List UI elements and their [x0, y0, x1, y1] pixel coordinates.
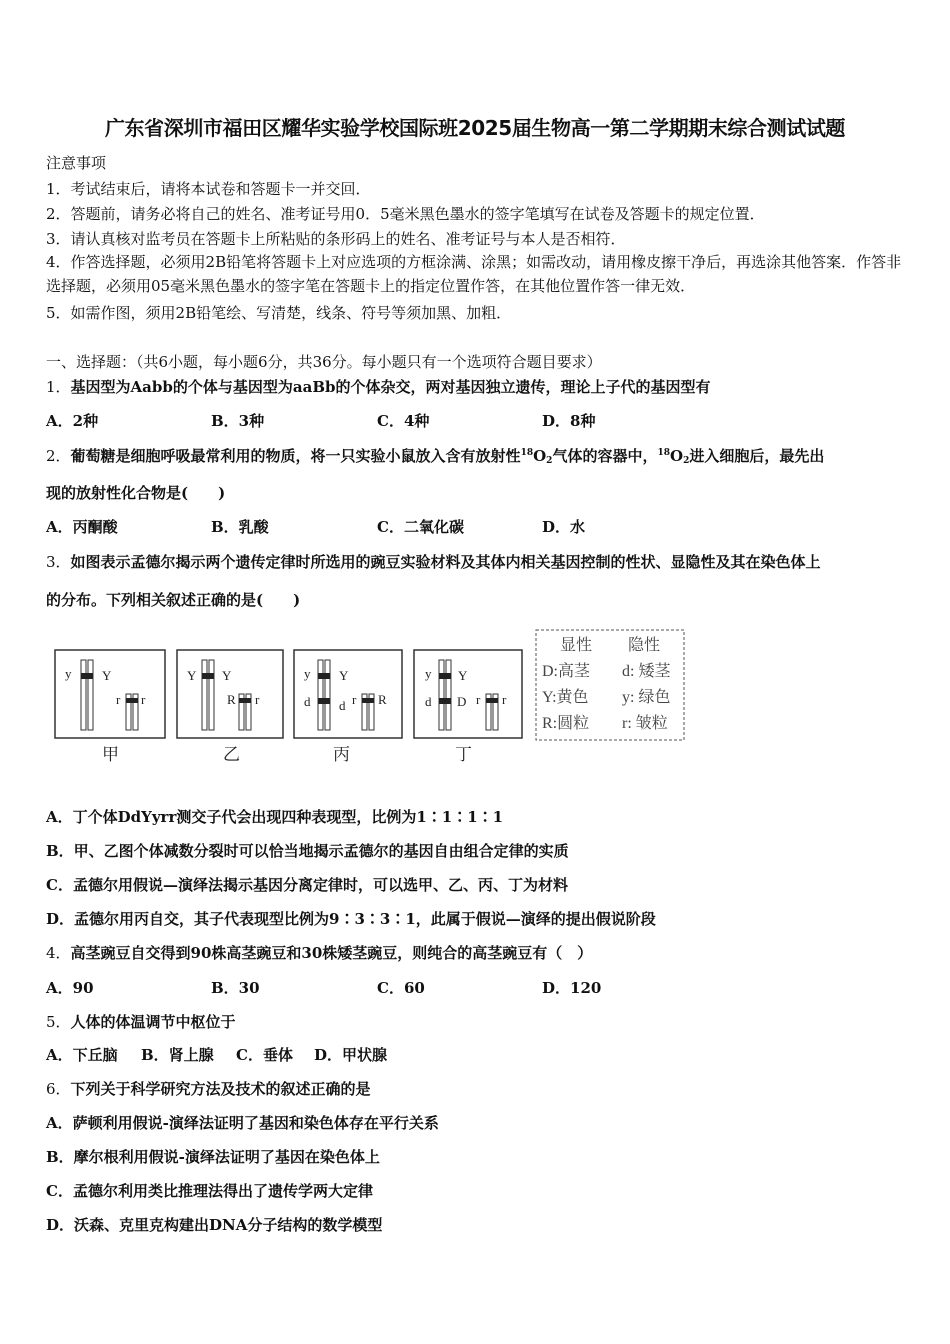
question-5 [46, 1011, 236, 1032]
oxygen-subscript: 2 [546, 456, 553, 466]
trait-legend [536, 630, 684, 740]
q2-option-b[interactable]: B．乳酸 [211, 518, 269, 536]
isotope-superscript: 18 [520, 448, 534, 458]
gene-label: y [425, 666, 432, 681]
legend-recessive: d: 矮茎 [622, 663, 671, 680]
q5-option-b[interactable]: B．肾上腺 [141, 1046, 214, 1064]
q1-option-b[interactable]: B．3种 [211, 412, 265, 430]
oxygen-symbol: O [533, 447, 547, 465]
question-number: 3． [46, 553, 71, 571]
q1-option-d[interactable]: D．8种 [542, 412, 596, 430]
question-3 [46, 551, 821, 572]
q3-option-a[interactable]: A．丁个体DdYyrr测交子代会出现四种表现型，比例为1∶1∶1∶1 [46, 808, 504, 826]
gene-label: r [141, 692, 146, 707]
panel-bing [294, 650, 402, 764]
gene-label: r [352, 692, 357, 707]
question-1 [46, 376, 711, 397]
question-3-line2: 的分布。下列相关叙述正确的是( ) [46, 591, 301, 609]
notice-item-1: 1．考试结束后，请将本试卷和答题卡一并交回． [46, 180, 371, 198]
gene-label: d [304, 694, 311, 709]
question-number: 4． [46, 944, 71, 962]
gene-label: Y [339, 668, 349, 683]
question-text: 下列关于科学研究方法及技术的叙述正确的是 [70, 1080, 371, 1098]
gene-label: R [227, 692, 236, 707]
panel-caption: 丙 [333, 745, 350, 764]
gene-label: Y [102, 668, 112, 683]
notice-heading: 注意事项 [46, 154, 107, 172]
page-title: 广东省深圳市福田区耀华实验学校国际班2025届生物高一第二学期期末综合测试试题 [104, 116, 846, 140]
notice-item-2: 2．答题前，请务必将自己的姓名、准考证号用0．5毫米黑色墨水的签字笔填写在试卷及答题卡的规定位置． [46, 205, 765, 223]
question-number: 1． [46, 378, 71, 396]
gene-label: r [116, 692, 121, 707]
q4-option-b[interactable]: B．30 [211, 979, 260, 997]
q3-option-d[interactable]: D．孟德尔用丙自交，其子代表现型比例为9∶3∶3∶1，此属于假说—演绎的提出假说阶段 [46, 910, 656, 928]
legend-dominant: R:圆粒 [542, 715, 590, 732]
question-number: 2． [46, 447, 71, 465]
legend-header-recessive: 隐性 [628, 637, 661, 654]
gene-label: r [476, 692, 481, 707]
notice-item-4: 4．作答选择题，必须用2B铅笔将答题卡上对应选项的方框涂满、涂黑；如需改动，请用橡皮擦干净后，再选涂其他答案．作答非选择题，必须用05毫米黑色墨水的签字笔在答题卡上的指定位置作答，在其他位置作答一律无效． [46, 253, 902, 295]
question-text: 基因型为Aabb的个体与基因型为aaBb的个体杂交，两对基因独立遗传，理论上子代的基因型有 [70, 378, 711, 396]
isotope-superscript: 18 [657, 448, 670, 458]
q4-option-d[interactable]: D．120 [542, 979, 602, 997]
q5-option-a[interactable]: A．下丘脑 [46, 1046, 118, 1064]
notice-item-3: 3．请认真核对监考员在答题卡上所粘贴的条形码上的姓名、准考证号与本人是否相符． [46, 230, 626, 248]
gene-label: d [425, 694, 432, 709]
gene-label: r [502, 692, 507, 707]
gene-label: Y [458, 668, 468, 683]
question-text: 如图表示孟德尔揭示两个遗传定律时所选用的豌豆实验材料及其体内相关基因控制的性状、显隐性及其在染色体上 [70, 553, 821, 571]
notice-item-5: 5．如需作图，须用2B铅笔绘、写清楚，线条、符号等须加黑、加粗． [46, 304, 512, 322]
gene-label: d [339, 698, 346, 713]
panel-yi [177, 650, 283, 764]
question-number: 5． [46, 1013, 71, 1031]
question-2-line2: 现的放射性化合物是( ) [46, 484, 226, 502]
q6-option-c[interactable]: C．孟德尔利用类比推理法得出了遗传学两大定律 [46, 1182, 373, 1200]
gene-label: y [65, 666, 72, 681]
section-title: 一、选择题：（共6小题，每小题6分，共36分。每小题只有一个选项符合题目要求） [46, 353, 602, 371]
question-number: 6． [46, 1080, 71, 1098]
legend-dominant: Y:黄色 [542, 689, 589, 706]
gene-label: D [457, 694, 467, 709]
gene-label: R [378, 692, 387, 707]
legend-dominant: D:高茎 [542, 663, 591, 680]
q6-option-b[interactable]: B．摩尔根利用假说-演绎法证明了基因在染色体上 [46, 1148, 380, 1166]
legend-recessive: r: 皱粒 [622, 715, 668, 732]
chromosome-figure [50, 626, 690, 768]
gene-label: y [304, 666, 311, 681]
gene-label: Y [187, 668, 197, 683]
oxygen-symbol: O [669, 447, 684, 465]
q5-option-c[interactable]: C．垂体 [236, 1046, 293, 1064]
question-text-part1: 葡萄糖是细胞呼吸最常利用的物质，将一只实验小鼠放入含有放射性 [70, 447, 521, 465]
question-text: 高茎豌豆自交得到90株高茎豌豆和30株矮茎豌豆，则纯合的高茎豌豆有（ ） [70, 944, 593, 962]
gene-label: Y [222, 668, 232, 683]
panel-caption: 丁 [455, 745, 472, 764]
gene-label: r [255, 692, 260, 707]
q2-option-c[interactable]: C．二氧化碳 [377, 518, 464, 536]
panel-ding [414, 650, 522, 764]
legend-recessive: y: 绿色 [622, 689, 671, 706]
question-text-part3: 进入细胞后，最先出 [689, 447, 825, 465]
q2-option-d[interactable]: D．水 [542, 518, 586, 536]
q6-option-d[interactable]: D．沃森、克里克构建出DNA分子结构的数学模型 [46, 1216, 383, 1234]
q5-option-d[interactable]: D．甲状腺 [314, 1046, 388, 1064]
q3-option-c[interactable]: C．孟德尔用假说—演绎法揭示基因分离定律时，可以选甲、乙、丙、丁为材料 [46, 876, 568, 894]
q4-option-c[interactable]: C．60 [377, 979, 425, 997]
question-2 [46, 445, 824, 466]
q2-option-a[interactable]: A．丙酮酸 [46, 518, 118, 536]
oxygen-subscript: 2 [683, 456, 690, 466]
panel-caption: 甲 [102, 745, 119, 764]
question-6 [46, 1078, 371, 1099]
q1-option-a[interactable]: A．2种 [46, 412, 99, 430]
q3-option-b[interactable]: B．甲、乙图个体减数分裂时可以恰当地揭示孟德尔的基因自由组合定律的实质 [46, 842, 569, 860]
panel-jia [55, 650, 165, 764]
question-text-part2: 气体的容器中， [552, 447, 658, 465]
question-4 [46, 942, 592, 963]
panel-caption: 乙 [223, 745, 240, 764]
q1-option-c[interactable]: C．4种 [377, 412, 430, 430]
q4-option-a[interactable]: A．90 [46, 979, 94, 997]
q6-option-a[interactable]: A．萨顿利用假说-演绎法证明了基因和染色体存在平行关系 [46, 1114, 439, 1132]
question-text: 人体的体温调节中枢位于 [70, 1013, 236, 1031]
legend-header-dominant: 显性 [560, 637, 593, 654]
